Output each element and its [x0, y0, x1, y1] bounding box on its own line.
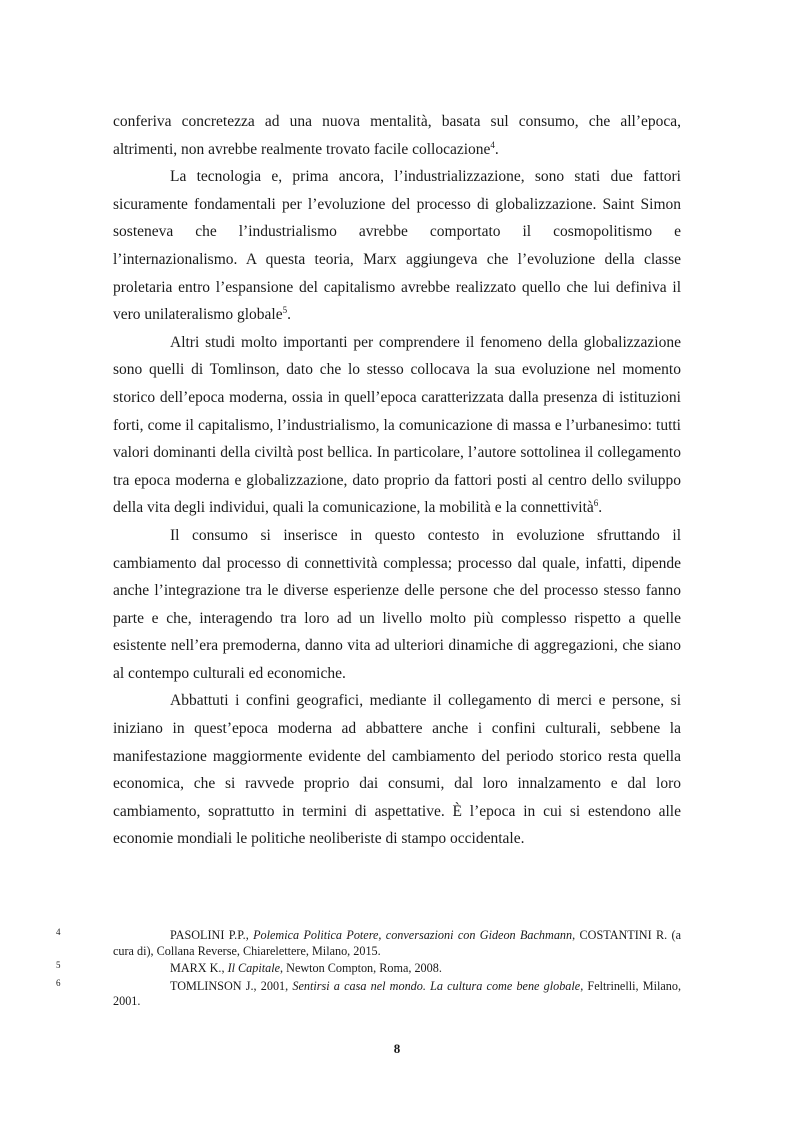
- paragraph-3: Altri studi molto importanti per comprendere il fenomeno della globalizzazione sono quelli di Tomlinson, dato che lo stesso collocava la sua evoluzione nel momento storico dell’epoca moderna, ossia in quell’epoca caratterizzata dalla presenza di istituzioni forti, come il capitalismo, l’industrialismo, la comunicazione di massa e l’urbanesimo: tutti valori dominanti della civiltà post bellica. In particolare, l’autore sottolinea il collegamento tra epoca moderna e globalizzazione, dato proprio da fattori posti al centro dello sviluppo della vita degli individui, quali la comunicazione, la mobilità e la connettività$^6$.: [113, 333, 681, 517]
- paragraph-4: Il consumo si inserisce in questo contesto in evoluzione sfruttando il cambiamento dal processo di connettività complessa; processo dal quale, infatti, dipende anche l’integrazione tra le diverse esperienze delle persone che del processo stesso fanno parte e che, interagendo tra loro ad un livello molto più complesso rispetto a quelle esistente nell’era premoderna, danno vita ad ulteriori dinamiche di aggregazioni, che siano al contempo culturali ed economiche.: [113, 526, 681, 682]
- footnote-number: 6: [56, 977, 61, 988]
- footnote-6: 6 TOMLINSON J., 2001, Sentirsi a casa nel mondo. La cultura come bene globale, Feltrinelli, Milano, 2001.: [56, 977, 681, 1009]
- footnote-ref-4[interactable]: 4: [490, 139, 495, 150]
- paragraph-2: La tecnologia e, prima ancora, l’industrializzazione, sono stati due fattori sicuramente fondamentali per l’evoluzione del processo di globalizzazione. Saint Simon sosteneva che l’industrialismo avrebbe comportato il cosmopolitismo e l’internazionalismo. A questa teoria, Marx aggiungeva che l’evoluzione della classe proletaria entro l’espansione del capitalismo avrebbe realizzato quello che lui definiva il vero unilateralismo globale$^5$.: [113, 168, 681, 324]
- footnote-5: 5 MARX K., Il Capitale, Newton Compton, Roma, 2008.: [56, 960, 442, 976]
- footnote-title: Il Capitale: [227, 961, 281, 976]
- footnote-number: 5: [56, 960, 61, 971]
- paragraph-5: Abbattuti i confini geografici, mediante il collegamento di merci e persone, si iniziano in quest’epoca moderna ad abbattere anche i confini culturali, sebbene la manifestazione maggiormente evidente del cambiamento del periodo storico resta quella economica, che si ravvede proprio dai consumi, dal loro innalzamento e dal loro cambiamento, soprattutto in termini di aspettative. È l’epoca in cui si estendono alle economie mondiali le politiche neoliberiste di stampo occidentale.: [113, 692, 681, 848]
- footnote-ref-6[interactable]: 6: [593, 498, 599, 509]
- footnote-number: 4: [56, 927, 61, 937]
- footnote-ref-5[interactable]: 5: [282, 305, 288, 315]
- footnote-4: 4 PASOLINI P.P., Polemica Politica Potere, conversazioni con Gideon Bachmann, COSTANTINI R. (a cura di), Collana Reverse, Chiarelettere, Milano, 2015.: [56, 927, 681, 958]
- footnotes: [56, 927, 681, 1012]
- page-number: 8: [393, 1041, 401, 1056]
- body-text: [113, 108, 681, 853]
- paragraph-1: conferiva concretezza ad una nuova mentalità, basata sul consumo, che all’epoca, altrimenti, non avrebbe realmente trovato facile collocazione$^4$.: [113, 113, 681, 158]
- footnote-title: Sentirsi a casa nel mondo. La cultura come bene globale: [292, 978, 581, 993]
- footnote-title: Polemica Politica Potere, conversazioni con Gideon Bachmann: [253, 928, 573, 942]
